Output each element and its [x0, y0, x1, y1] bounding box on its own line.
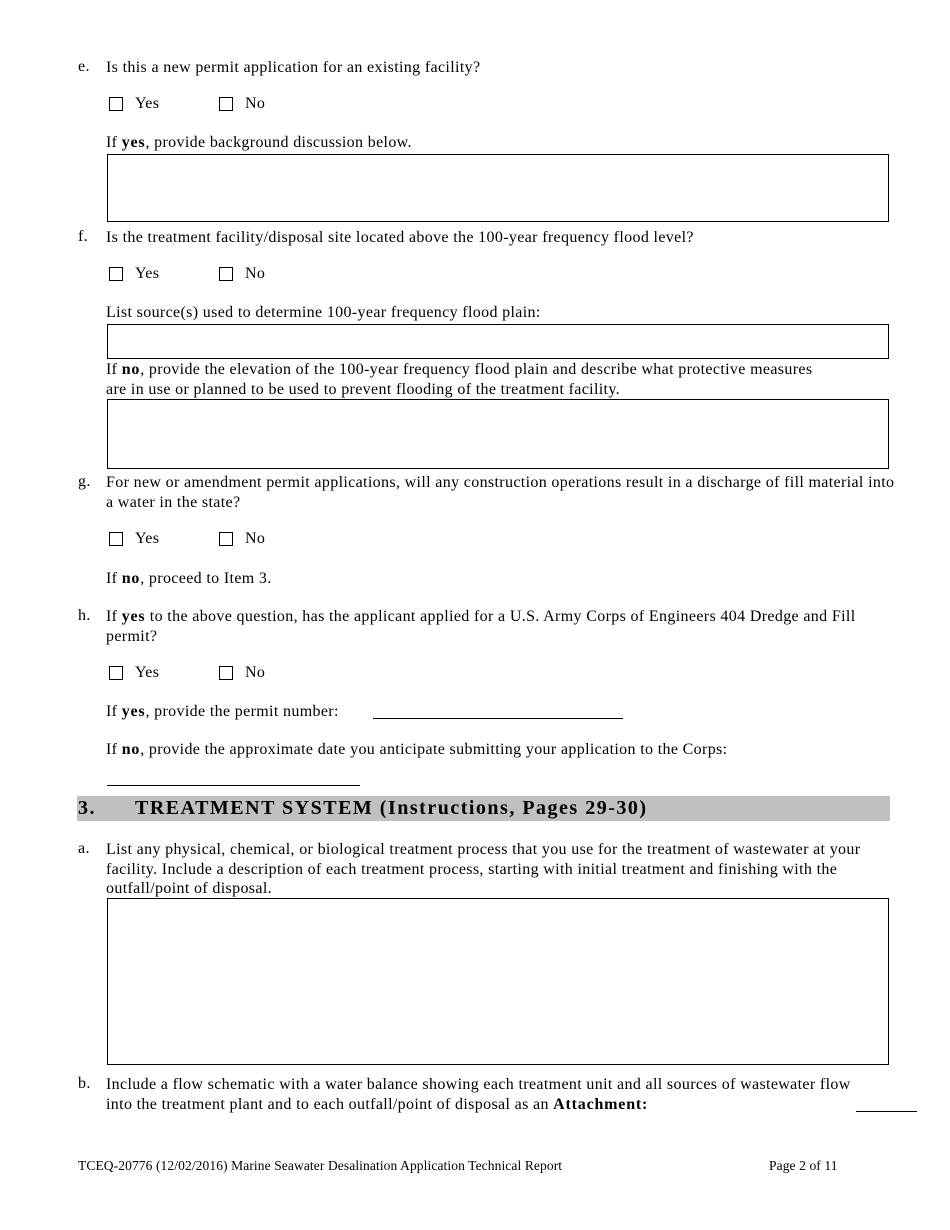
- checkbox-box[interactable]: [109, 666, 123, 680]
- item-f-elevation-field[interactable]: [107, 399, 889, 469]
- item-3b-text: Include a flow schematic with a water balance showing each treatment unit and all sources of wastewater flow into the treatment plant and to each outfall/point of disposal as an Attachment:: [106, 1076, 851, 1113]
- item-e-question: Is this a new permit application for an existing facility?: [106, 59, 481, 76]
- item-g-marker: g.: [78, 473, 91, 490]
- item-e-marker: e.: [78, 58, 90, 75]
- checkbox-box[interactable]: [219, 666, 233, 680]
- item-e-background-field[interactable]: [107, 154, 889, 222]
- footer-page-number: Page 2 of 11: [769, 1158, 838, 1173]
- item-h-marker: h.: [78, 607, 91, 624]
- item-g-question: For new or amendment permit applications, will any construction operations result in a discharge of fill material into a water in the state?: [106, 474, 895, 511]
- checkbox-box[interactable]: [109, 97, 123, 111]
- attachment-input[interactable]: [856, 1111, 917, 1112]
- item-3b-marker: b.: [78, 1075, 91, 1092]
- treatment-process-field[interactable]: [107, 898, 889, 1065]
- item-f-yes-label: Yes: [135, 265, 160, 282]
- item-f-yes-checkbox[interactable]: [109, 265, 159, 283]
- permit-number-input[interactable]: [373, 718, 623, 719]
- item-f-source-field[interactable]: [107, 324, 889, 359]
- item-f-followup: If no, provide the elevation of the 100-year frequency flood plain and describe what protective measures are in use or planned to be used to prevent flooding of the treatment facility.: [106, 361, 813, 398]
- item-h-date-label: If no, provide the approximate date you anticipate submitting your application to the Corps:: [106, 741, 728, 758]
- section-title: TREATMENT SYSTEM (Instructions, Pages 29-30): [135, 797, 648, 819]
- footer-form-id: TCEQ-20776 (12/02/2016) Marine Seawater Desalination Application Technical Report: [78, 1158, 563, 1173]
- attachment-label: Attachment:: [553, 1095, 649, 1113]
- item-g-yes-label: Yes: [135, 530, 160, 547]
- checkbox-box[interactable]: [109, 532, 123, 546]
- checkbox-box[interactable]: [219, 532, 233, 546]
- item-h-no-checkbox[interactable]: [219, 664, 265, 682]
- item-h-no-label: No: [245, 664, 266, 681]
- item-h-yes-label: Yes: [135, 664, 160, 681]
- item-e-yes-label: Yes: [135, 95, 160, 112]
- section-number: 3.: [78, 797, 96, 819]
- item-f-question: Is the treatment facility/disposal site located above the 100-year frequency flood level?: [106, 229, 694, 246]
- item-h-yes-checkbox[interactable]: [109, 664, 159, 682]
- item-3a-text: List any physical, chemical, or biological treatment process that you use for the treatment of wastewater at your facility. Include a description of each treatment process, starting with initial treatment and finishing with the outfall/point of disposal.: [106, 841, 861, 897]
- checkbox-box[interactable]: [219, 267, 233, 281]
- item-e-followup: If yes, provide background discussion below.: [106, 134, 412, 151]
- item-3a-marker: a.: [78, 840, 90, 857]
- item-f-no-checkbox[interactable]: [219, 265, 265, 283]
- item-h-question: If yes to the above question, has the applicant applied for a U.S. Army Corps of Engineers 404 Dredge and Fill permit?: [106, 608, 856, 645]
- item-g-no-label: No: [245, 530, 266, 547]
- item-f-marker: f.: [78, 228, 89, 245]
- item-f-no-label: No: [245, 265, 266, 282]
- item-g-no-checkbox[interactable]: [219, 530, 265, 548]
- item-e-no-checkbox[interactable]: [219, 95, 265, 113]
- checkbox-box[interactable]: [219, 97, 233, 111]
- item-h-permit-label: If yes, provide the permit number:: [106, 703, 339, 720]
- item-g-followup: If no, proceed to Item 3.: [106, 570, 272, 587]
- item-f-source-label: List source(s) used to determine 100-year frequency flood plain:: [106, 304, 541, 321]
- section-3-header: [77, 796, 890, 821]
- checkbox-box[interactable]: [109, 267, 123, 281]
- item-e-no-label: No: [245, 95, 266, 112]
- submission-date-input[interactable]: [107, 785, 360, 786]
- item-g-yes-checkbox[interactable]: [109, 530, 159, 548]
- item-e-yes-checkbox[interactable]: [109, 95, 159, 113]
